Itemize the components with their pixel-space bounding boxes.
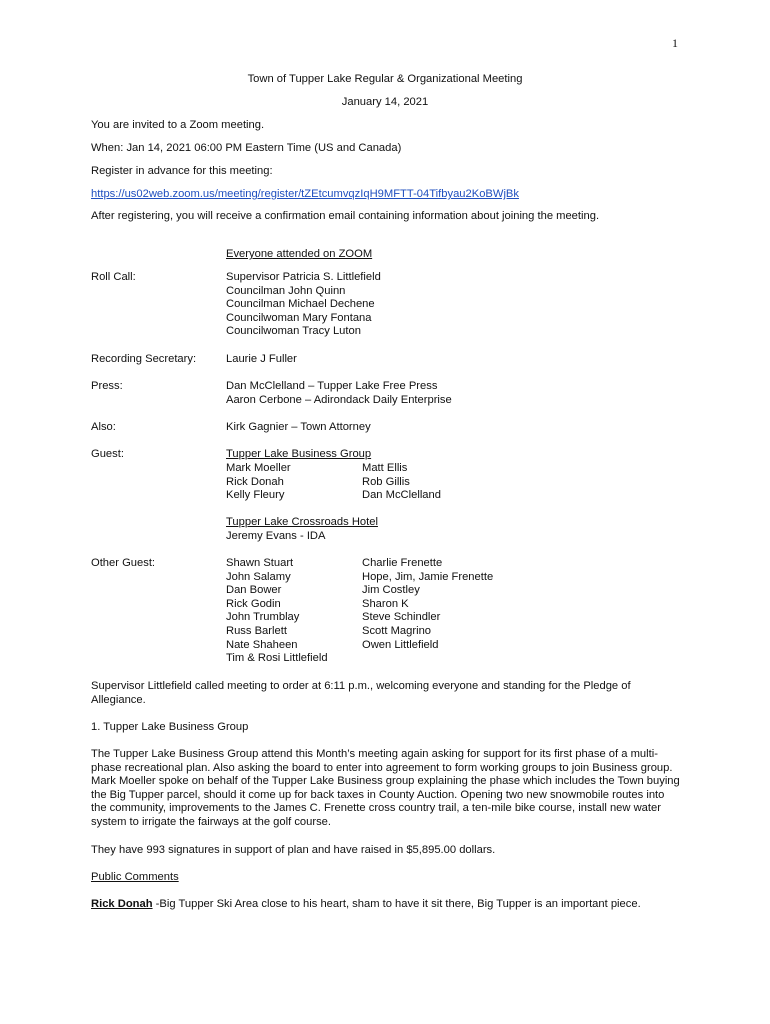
guest-name: Rob Gillis bbox=[362, 475, 410, 488]
guest-name: Jim Costley bbox=[362, 584, 420, 597]
guest-name: Rick Godin bbox=[226, 597, 281, 610]
press-member: Aaron Cerbone – Adirondack Daily Enterprise bbox=[226, 393, 452, 406]
guest-name: Sharon K bbox=[362, 597, 409, 610]
guest-name: Dan Bower bbox=[226, 584, 282, 597]
call-to-order: Supervisor Littlefield called meeting to order at 6:11 p.m., welcoming everyone and standing for the Pledge of Allegiance. bbox=[91, 680, 631, 706]
also-name: Kirk Gagnier – Town Attorney bbox=[226, 421, 371, 433]
guest-name: Steve Schindler bbox=[362, 611, 441, 624]
guest-name: Owen Littlefield bbox=[362, 638, 439, 651]
item-1-body: The Tupper Lake Business Group attend this Month’s meeting again asking for support for its first phase of a multi-phase recreational plan. Also asking the board to enter into agreement to form working groups to join Business group. Mark Moeller spoke on behalf of the Tupper Lake Business group explaining the phase which includes the Town buying the Big Tupper parcel, should it come up for back taxes in County Auction. Opening two new snowmobile routes into the community, improvements to the James C. Frenette cross country trail, a ten-mile bike course, install new water system to irrigate the fairways at the golf course. bbox=[91, 748, 680, 828]
roll-call-member: Councilman John Quinn bbox=[226, 284, 346, 297]
guest-name: Shawn Stuart bbox=[226, 557, 294, 569]
business-group-heading: Tupper Lake Business Group bbox=[226, 448, 372, 460]
attendance-heading: Everyone attended on ZOOM bbox=[226, 248, 373, 260]
zoom-register-link[interactable]: https://us02web.zoom.us/meeting/register/tZEtcumvqzIqH9MFTT-04Tifbyau2KoBWjBk bbox=[91, 188, 519, 200]
guest-name: Scott Magrino bbox=[362, 624, 432, 637]
guest-name: Matt Ellis bbox=[362, 462, 408, 474]
other-guest-col1 bbox=[226, 557, 328, 666]
item-1-heading: 1. Tupper Lake Business Group bbox=[91, 721, 249, 733]
zoom-when: When: Jan 14, 2021 06:00 PM Eastern Time (US and Canada) bbox=[91, 142, 402, 154]
business-group-col1 bbox=[226, 462, 291, 503]
roll-call-member: Councilwoman Tracy Luton bbox=[226, 325, 361, 338]
commenter-name: Rick Donah bbox=[91, 898, 153, 910]
guest-name: Hope, Jim, Jamie Frenette bbox=[362, 570, 494, 583]
document-date: January 14, 2021 bbox=[341, 96, 429, 108]
also-label: Also: bbox=[91, 421, 116, 433]
crossroads-hotel-heading: Tupper Lake Crossroads Hotel bbox=[226, 516, 378, 528]
guest-name: Charlie Frenette bbox=[362, 557, 443, 569]
document-title: Town of Tupper Lake Regular & Organizational Meeting bbox=[247, 73, 523, 85]
crossroads-hotel-guest: Jeremy Evans - IDA bbox=[226, 530, 326, 542]
item-1-signatures: They have 993 signatures in support of plan and have raised in $5,895.00 dollars. bbox=[91, 844, 496, 856]
guest-name: Nate Shaheen bbox=[226, 638, 298, 651]
roll-call-label: Roll Call: bbox=[91, 271, 136, 283]
zoom-invite: You are invited to a Zoom meeting. bbox=[91, 119, 265, 131]
guest-name: John Salamy bbox=[226, 570, 291, 583]
business-group-col2 bbox=[362, 462, 441, 503]
press-member: Dan McClelland – Tupper Lake Free Press bbox=[226, 380, 438, 392]
zoom-after-register: After registering, you will receive a confirmation email containing information about joining the meeting. bbox=[91, 210, 600, 222]
zoom-register-label: Register in advance for this meeting: bbox=[91, 165, 273, 177]
roll-call-member: Councilman Michael Dechene bbox=[226, 298, 375, 311]
guest-label: Guest: bbox=[91, 448, 124, 460]
roll-call-list bbox=[226, 271, 381, 339]
guest-name: Russ Barlett bbox=[226, 624, 287, 637]
press-label: Press: bbox=[91, 380, 123, 392]
comment-text: -Big Tupper Ski Area close to his heart, sham to have it sit there, Big Tupper is an important piece. bbox=[152, 898, 641, 910]
roll-call-member: Supervisor Patricia S. Littlefield bbox=[226, 271, 381, 283]
guest-name: Mark Moeller bbox=[226, 462, 291, 474]
public-comment bbox=[91, 898, 681, 912]
recording-secretary-name: Laurie J Fuller bbox=[226, 353, 297, 365]
guest-name: Kelly Fleury bbox=[226, 489, 285, 502]
guest-name: Dan McClelland bbox=[362, 489, 441, 502]
other-guest-col2 bbox=[362, 557, 493, 652]
other-guest-label: Other Guest: bbox=[91, 557, 156, 569]
roll-call-member: Councilwoman Mary Fontana bbox=[226, 311, 372, 324]
recording-secretary-label: Recording Secretary: bbox=[91, 353, 197, 365]
public-comments-heading: Public Comments bbox=[91, 871, 179, 883]
page-number: 1 bbox=[672, 36, 678, 50]
guest-name: John Trumblay bbox=[226, 611, 300, 624]
press-list bbox=[226, 380, 452, 407]
guest-name: Rick Donah bbox=[226, 475, 284, 488]
guest-name: Tim & Rosi Littlefield bbox=[226, 652, 328, 665]
